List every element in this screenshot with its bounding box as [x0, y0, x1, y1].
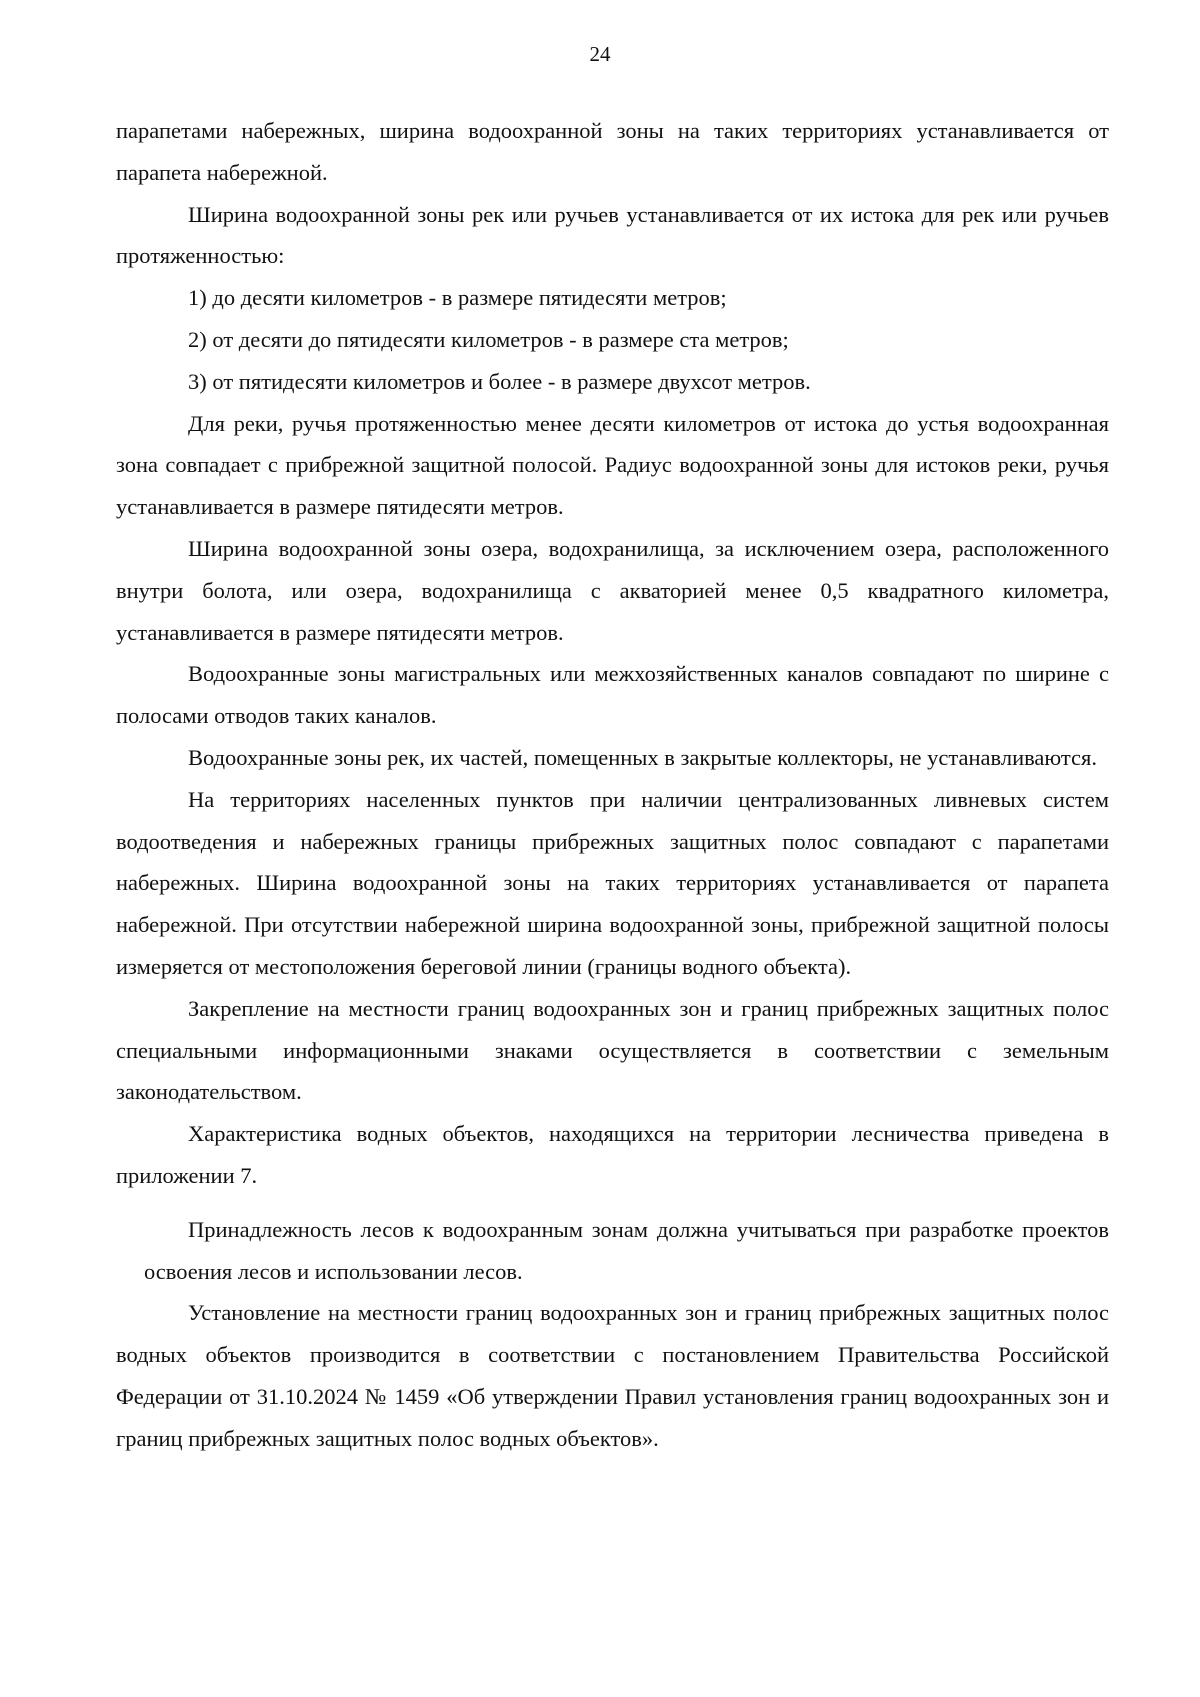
- paragraph-water-objects: Характеристика водных объектов, находящихся на территории лесничества приведена в приложении 7.: [116, 1121, 1109, 1188]
- list-item-2: 2) от десяти до пятидесяти километров - в размере ста метров;: [188, 326, 789, 352]
- document-body: [116, 110, 1109, 1460]
- paragraph-government-decree: Установление на местности границ водоохранных зон и границ прибрежных защитных полос водных объектов производится в соответствии с постановлением Правительства Российской Федерации от 31.10.2024 № 1459 «Об утверждении Правил установления границ водоохранных зон и границ прибрежных защитных полос водных объектов».: [116, 1300, 1109, 1451]
- paragraph-continuation: парапетами набережных, ширина водоохранной зоны на таких территориях устанавливается от парапета набережной.: [116, 118, 1109, 185]
- paragraph-boundary-marking: Закрепление на местности границ водоохранных зон и границ прибрежных защитных полос специальными информационными знаками осуществляется в соответствии с земельным законодательством.: [116, 995, 1109, 1105]
- paragraph-forest-affiliation: Принадлежность лесов к водоохранным зонам должна учитываться при разработке проектов освоения лесов и использовании лесов.: [144, 1216, 1109, 1284]
- list-item-1: 1) до десяти километров - в размере пятидесяти метров;: [188, 285, 727, 311]
- paragraph-canals: Водоохранные зоны магистральных или межхозяйственных каналов совпадают по ширине с полосами отводов таких каналов.: [116, 661, 1109, 729]
- paragraph-lake-width: Ширина водоохранной зоны озера, водохранилища, за исключением озера, расположенного внутри болота, или озера, водохранилища с акваторией менее 0,5 квадратного километра, устанавливается в размере пятидесяти метров.: [116, 535, 1109, 645]
- list-item-3: 3) от пятидесяти километров и более - в размере двухсот метров.: [188, 368, 811, 394]
- page-number: 24: [589, 42, 611, 66]
- paragraph-settlements: На территориях населенных пунктов при наличии централизованных ливневых систем водоотведения и набережных границы прибрежных защитных полос совпадают с парапетами набережных. Ширина водоохранной зоны на таких территориях устанавливается от парапета набережной. При отсутствии набережной ширина водоохранной зоны, прибрежной защитной полосы измеряется от местоположения береговой линии (границы водного объекта).: [116, 786, 1109, 979]
- paragraph-short-river: Для реки, ручья протяженностью менее десяти километров от истока до устья водоохранная зона совпадает с прибрежной защитной полосой. Радиус водоохранной зоны для истоков реки, ручья устанавливается в размере пятидесяти метров.: [116, 410, 1109, 520]
- paragraph-river-width: Ширина водоохранной зоны рек или ручьев устанавливается от их истока для рек или ручьев протяженностью:: [116, 201, 1109, 269]
- paragraph-closed-collectors: Водоохранные зоны рек, их частей, помещенных в закрытые коллекторы, не устанавливаются.: [188, 744, 1097, 770]
